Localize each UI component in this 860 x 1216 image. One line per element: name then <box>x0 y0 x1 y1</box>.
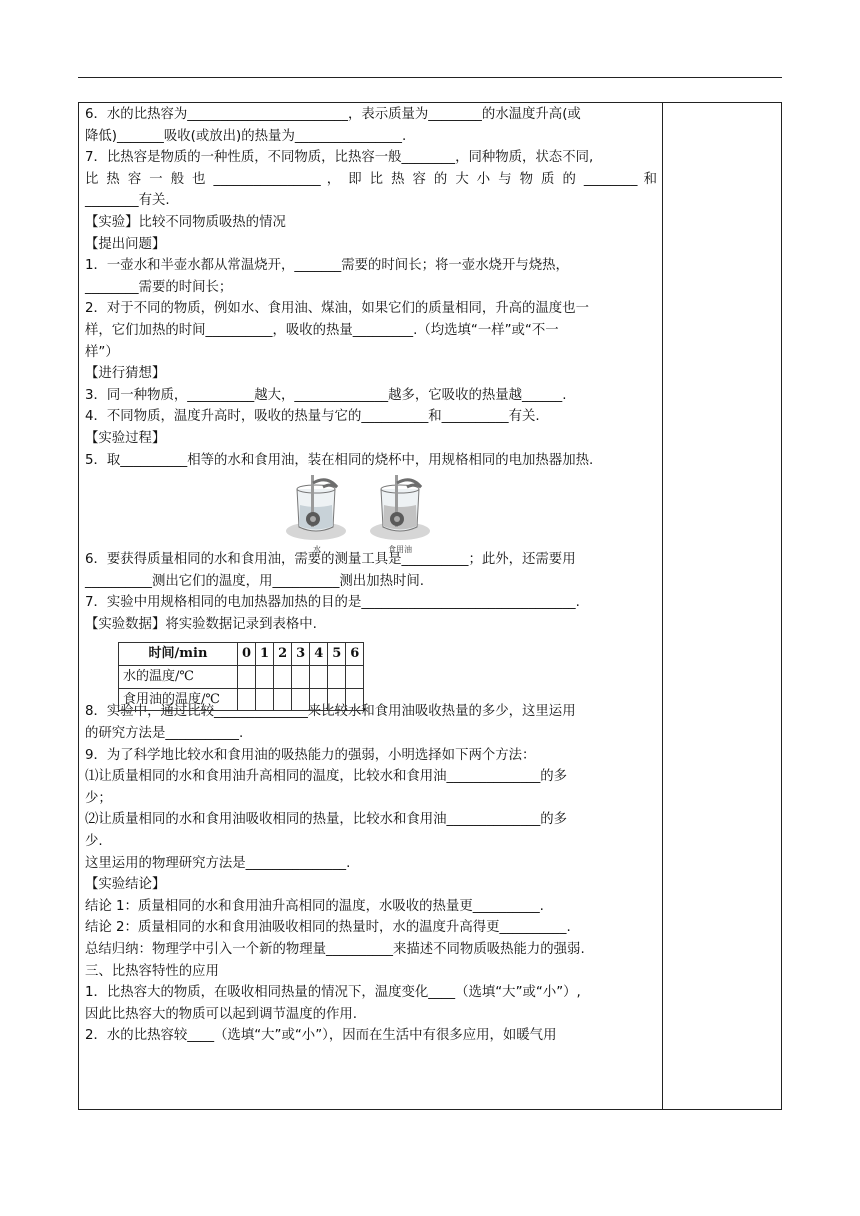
text-line: ⑴让质量相同的水和食用油升高相同的温度，比较水和食用油______________的多 <box>85 769 568 785</box>
text-line: 7．比热容是物质的一种性质，不同物质，比热容一般________，同种物质，状态不同, <box>85 150 594 166</box>
text-line: 1．比热容大的物质，在吸收相同热量的情况下，温度变化____（选填“大”或“小”）, <box>85 985 581 1001</box>
text-line: 比 热 容 一 般 也 ________________ ， 即 比 热 容 的 大 小 与 物 质 的 ________ 和 <box>85 171 657 187</box>
text-line: ________需要的时间长； <box>85 279 233 295</box>
time-cell: 6 <box>346 643 364 666</box>
oil-label: 食用油 <box>388 545 412 555</box>
oil-beaker-image <box>367 475 437 545</box>
blank-cell[interactable] <box>256 688 274 711</box>
blank-cell[interactable] <box>292 688 310 711</box>
time-cell: 5 <box>328 643 346 666</box>
table-header-row <box>119 643 364 666</box>
water-temp-header: 水的温度/℃ <box>119 666 238 689</box>
text-line: 这里运用的物理研究方法是_______________. <box>85 855 351 871</box>
time-header: 时间/min <box>119 643 238 666</box>
section-heading: 【进行猜想】 <box>85 366 166 382</box>
time-cell: 2 <box>274 643 292 666</box>
notes-column-divider <box>662 102 663 1110</box>
text-line: 结论 2：质量相同的水和食用油吸收相同的热量时，水的温度升高得更__________. <box>85 920 571 936</box>
blank-cell[interactable] <box>292 666 310 689</box>
time-cell: 3 <box>292 643 310 666</box>
text-line: 结论 1：质量相同的水和食用油升高相同的温度，水吸收的热量更__________. <box>85 898 544 914</box>
text-line: 样，它们加热的时间__________，吸收的热量_________.（均选填“一样”或“不一 <box>85 322 559 338</box>
time-cell: 0 <box>238 643 256 666</box>
blank-cell[interactable] <box>346 666 364 689</box>
header-rule <box>78 77 782 78</box>
text-line: 2．对于不同的物质，例如水、食用油、煤油，如果它们的质量相同，升高的温度也一 <box>85 301 589 317</box>
text-line: 总结归纳：物理学中引入一个新的物理量__________来描述不同物质吸热能力的强弱. <box>85 942 585 957</box>
blank-cell[interactable] <box>310 666 328 689</box>
table-row <box>119 688 364 711</box>
text-line: 6．要获得质量相同的水和食用油，需要的测量工具是__________；此外，还需要用 <box>85 552 576 568</box>
blank-cell[interactable] <box>328 666 346 689</box>
blank-cell[interactable] <box>238 666 256 689</box>
blank-cell[interactable] <box>274 688 292 711</box>
blank-cell[interactable] <box>328 688 346 711</box>
text-line: __________测出它们的温度，用__________测出加热时间. <box>85 573 425 589</box>
text-line: 6．水的比热容为________________________，表示质量为________的水温度升高(或 <box>85 107 581 122</box>
text-line: 2．水的比热容较____（选填“大”或“小”），因而在生活中有很多应用，如暖气用 <box>85 1028 557 1044</box>
blank-cell[interactable] <box>238 688 256 711</box>
blank-cell[interactable] <box>274 666 292 689</box>
text-line: 样”） <box>85 344 119 360</box>
text-line: 因此比热容大的物质可以起到调节温度的作用. <box>85 1006 358 1022</box>
oil-temp-header: 食用油的温度/℃ <box>119 688 238 711</box>
text-line: 9．为了科学地比较水和食用油的吸热能力的强弱，小明选择如下两个方法： <box>85 747 536 763</box>
text-line: ________有关. <box>85 193 170 209</box>
time-cell: 1 <box>256 643 274 666</box>
text-line: 少. <box>85 834 103 850</box>
section-heading: 【实验结论】 <box>85 877 166 893</box>
table-row <box>119 666 364 689</box>
text-line: 4．不同物质，温度升高时，吸收的热量与它的__________和__________有关. <box>85 409 540 425</box>
section-heading: 【实验】比较不同物质吸热的情况 <box>85 214 286 230</box>
blank-cell[interactable] <box>256 666 274 689</box>
text-line: 8．实验中，通过比较______________来比较水和食用油吸收热量的多少，这里运用 <box>85 704 576 720</box>
water-beaker-image <box>283 475 353 545</box>
text-line: 降低)_______吸收(或放出)的热量为________________. <box>85 128 407 144</box>
text-line: 1．一壶水和半壶水都从常温烧开，_______需要的时间长；将一壶水烧开与烧热， <box>85 258 569 274</box>
text-line: 少； <box>85 790 112 806</box>
section-heading: 【实验数据】将实验数据记录到表格中. <box>85 616 317 632</box>
text-line: 7．实验中用规格相同的电加热器加热的目的是________________________________. <box>85 595 580 611</box>
data-table-wrapper <box>85 635 657 707</box>
blank-cell[interactable] <box>346 688 364 711</box>
text-line: 的研究方法是___________. <box>85 726 244 742</box>
section-heading: 【提出问题】 <box>85 236 166 252</box>
blank-cell[interactable] <box>310 688 328 711</box>
experiment-data-table <box>118 642 364 711</box>
text-line: 3．同一种物质，__________越大，______________越多，它吸收的热量越______. <box>85 387 567 403</box>
section-heading: 三、比热容特性的应用 <box>85 963 219 979</box>
worksheet-content <box>85 104 657 1047</box>
water-label: 水 <box>313 545 321 555</box>
section-heading: 【实验过程】 <box>85 430 166 446</box>
text-line: ⑵让质量相同的水和食用油吸收相同的热量，比较水和食用油______________的多 <box>85 812 568 828</box>
text-line: 5．取__________相等的水和食用油，装在相同的烧杯中，用规格相同的电加热器加热. <box>85 452 594 468</box>
time-cell: 4 <box>310 643 328 666</box>
beaker-figure <box>85 471 657 555</box>
